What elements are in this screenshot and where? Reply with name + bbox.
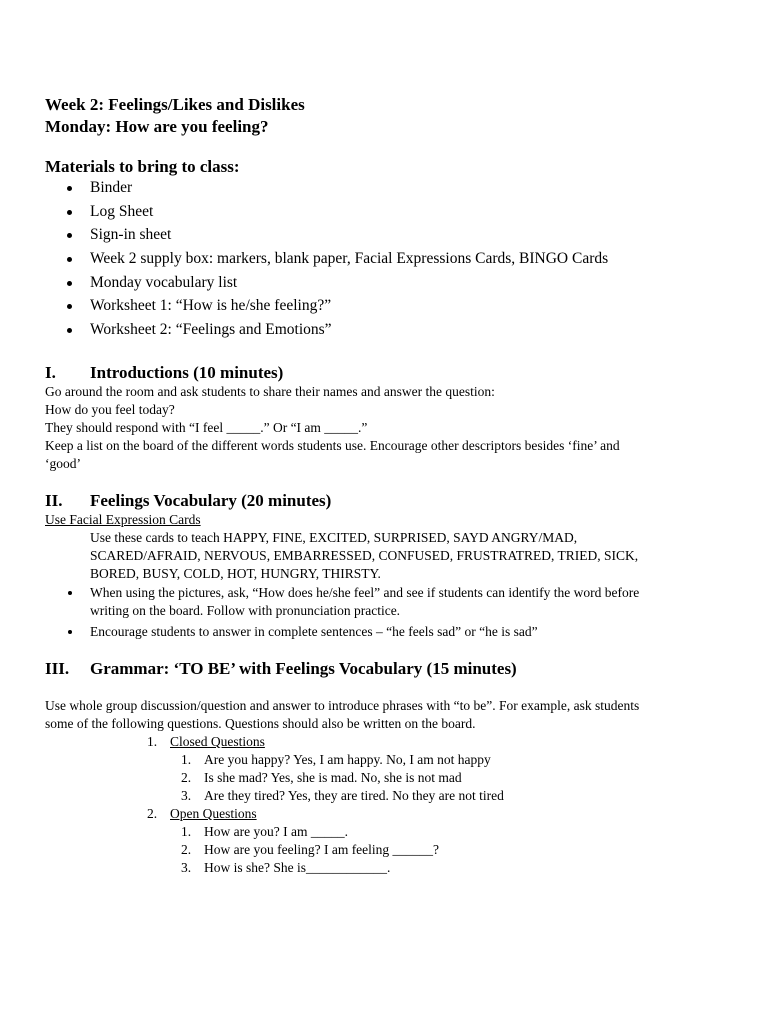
section-2-subheading: Use Facial Expression Cards — [45, 512, 201, 527]
item-number: 2. — [181, 842, 192, 857]
bullet-icon — [67, 186, 72, 191]
materials-item: Sign-in sheet — [90, 226, 172, 243]
section-2-bullet: writing on the board. Follow with pronunciation practice. — [90, 603, 401, 618]
section-1-line: Go around the room and ask students to share their names and answer the question: — [45, 384, 495, 399]
materials-item: Monday vocabulary list — [90, 274, 238, 291]
bullet-icon — [67, 210, 72, 215]
section-1-line: How do you feel today? — [45, 402, 175, 417]
vocab-line: BORED, BUSY, COLD, HOT, HUNGRY, THIRSTY. — [90, 566, 381, 581]
materials-item: Week 2 supply box: markers, blank paper, Facial Expressions Cards, BINGO Cards — [90, 250, 609, 267]
question-item: How are you? I am _____. — [204, 824, 348, 839]
group-number: 2. — [147, 806, 158, 821]
section-3-intro: Use whole group discussion/question and answer to introduce phrases with “to be”. For example, ask students — [45, 698, 640, 713]
day-title: Monday: How are you feeling? — [45, 117, 269, 136]
section-1-line: Keep a list on the board of the different words students use. Encourage other descriptors besides ‘fine’ and — [45, 438, 620, 453]
section-2-bullet: When using the pictures, ask, “How does he/she feel” and see if students can identify the word before — [90, 585, 640, 600]
open-questions-title: Open Questions — [170, 806, 257, 821]
item-number: 3. — [181, 860, 192, 875]
item-number: 2. — [181, 770, 192, 785]
bullet-icon — [67, 257, 72, 262]
question-item: How are you feeling? I am feeling ______? — [204, 842, 440, 857]
section-1-line: They should respond with “I feel _____.” Or “I am _____.” — [45, 420, 368, 435]
section-2-numeral: II. — [45, 491, 63, 510]
bullet-icon — [67, 304, 72, 309]
materials-item: Worksheet 1: “How is he/she feeling?” — [90, 297, 332, 314]
section-1-numeral: I. — [45, 363, 56, 382]
bullet-icon — [67, 233, 72, 238]
bullet-icon — [68, 630, 72, 634]
section-2-bullet: Encourage students to answer in complete sentences – “he feels sad” or “he is sad” — [90, 624, 538, 639]
item-number: 3. — [181, 788, 192, 803]
bullet-icon — [67, 281, 72, 286]
question-item: How is she? She is____________. — [204, 860, 391, 875]
question-item: Are you happy? Yes, I am happy. No, I am not happy — [204, 752, 491, 767]
item-number: 1. — [181, 752, 192, 767]
question-item: Are they tired? Yes, they are tired. No they are not tired — [204, 788, 504, 803]
section-1-line: ‘good’ — [45, 456, 81, 471]
bullet-icon — [67, 328, 72, 333]
item-number: 1. — [181, 824, 192, 839]
materials-heading: Materials to bring to class: — [45, 157, 240, 176]
section-1-heading: Introductions (10 minutes) — [90, 363, 284, 382]
vocab-line: SCARED/AFRAID, NERVOUS, EMBARRESSED, CONFUSED, FRUSTRATRED, TRIED, SICK, — [90, 548, 639, 563]
materials-item: Binder — [90, 179, 133, 196]
bullet-icon — [68, 591, 72, 595]
section-3-numeral: III. — [45, 659, 70, 678]
section-3-heading: Grammar: ‘TO BE’ with Feelings Vocabulary (15 minutes) — [90, 659, 517, 678]
materials-item: Worksheet 2: “Feelings and Emotions” — [90, 321, 332, 338]
question-item: Is she mad? Yes, she is mad. No, she is not mad — [204, 770, 462, 785]
closed-questions-title: Closed Questions — [170, 734, 265, 749]
vocab-line: Use these cards to teach HAPPY, FINE, EXCITED, SURPRISED, SAYD ANGRY/MAD, — [90, 530, 578, 545]
group-number: 1. — [147, 734, 158, 749]
section-2-heading: Feelings Vocabulary (20 minutes) — [90, 491, 332, 510]
week-title: Week 2: Feelings/Likes and Dislikes — [45, 95, 305, 114]
section-3-intro: some of the following questions. Questions should also be written on the board. — [45, 716, 476, 731]
materials-item: Log Sheet — [90, 203, 154, 220]
